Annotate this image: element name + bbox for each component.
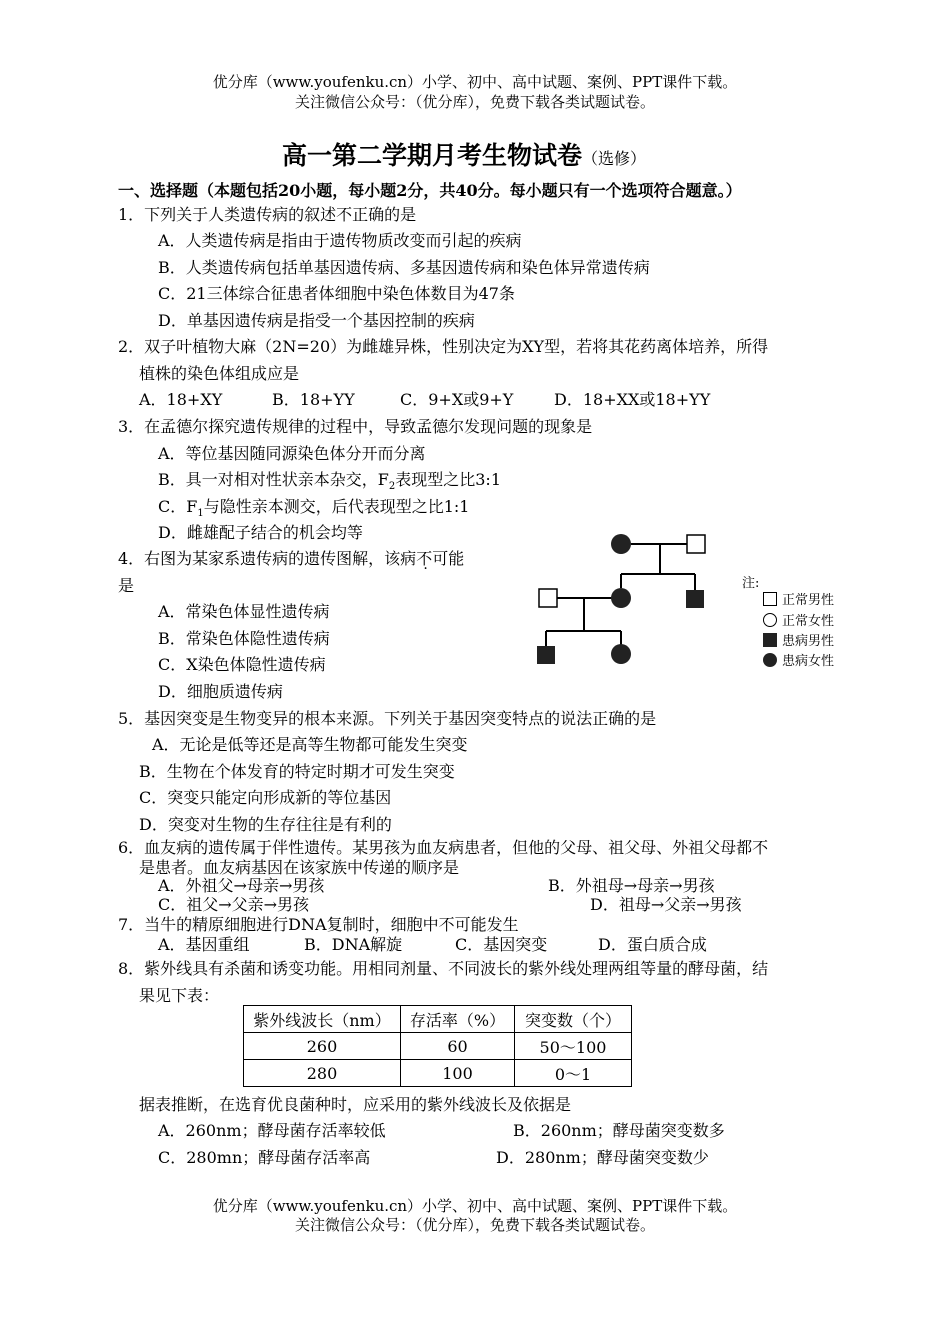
q4-stem-emphasis: 不 [416, 549, 433, 568]
q4-option-a: A．常染色体显性遗传病 [158, 602, 330, 621]
table-cell: 280 [244, 1060, 401, 1087]
header-line-1: 优分库（www.youfenku.cn）小学、初中、高中试题、案例、PPT课件下载。 [212, 73, 738, 91]
uv-data-table [243, 1005, 632, 1087]
q3-c-post: 与隐性亲本测交，后代表现型之比1:1 [203, 497, 470, 516]
table-header-row [244, 1006, 632, 1033]
table-header: 突变数（个） [515, 1006, 632, 1033]
q3-option-d: D．雌雄配子结合的机会均等 [158, 523, 363, 542]
q3-b-post: 表现型之比3:1 [395, 470, 502, 489]
q6-option-d: D．祖母→父亲→男孩 [590, 895, 742, 914]
q8-stem-2: 果见下表： [139, 986, 220, 1005]
normal-female-symbol-icon [763, 613, 777, 627]
q6-option-a: A．外祖父→母亲→男孩 [158, 876, 325, 895]
q6-stem-1: 6．血友病的遗传属于伴性遗传。某男孩为血友病患者，但他的父母、祖父母、外祖父母都不 [118, 838, 769, 857]
legend-affected-male [763, 630, 834, 649]
legend-normal-male [763, 589, 834, 608]
q5-stem: 5．基因突变是生物变异的根本来源。下列关于基因突变特点的说法正确的是 [118, 709, 657, 728]
q3-c-sub: 1 [197, 508, 204, 520]
q7-option-d: D．蛋白质合成 [598, 935, 707, 954]
pedigree-diagram [530, 530, 730, 670]
affected-male-symbol-icon [763, 633, 777, 647]
table-row [244, 1033, 632, 1060]
q5-option-b: B．生物在个体发育的特定时期才可发生突变 [139, 762, 455, 781]
legend-normal-female [763, 610, 834, 629]
q6-option-c: C．祖父→父亲→男孩 [158, 895, 310, 914]
table-cell: 50～100 [515, 1033, 632, 1060]
q2-option-c: C．9+X或9+Y [400, 390, 514, 409]
q8-option-c: C．280mn；酵母菌存活率高 [158, 1148, 371, 1167]
legend-affected-female [763, 650, 834, 669]
legend-normal-male-label: 正常男性 [782, 593, 835, 608]
footer-line-1: 优分库（www.youfenku.cn）小学、初中、高中试题、案例、PPT课件下载。 [212, 1197, 738, 1215]
gen3-affected-male [537, 646, 555, 664]
q6-stem-2: 是患者。血友病基因在该家族中传递的顺序是 [139, 858, 460, 877]
q3-option-b [158, 467, 501, 492]
q1-option-d: D．单基因遗传病是指受一个基因控制的疾病 [158, 311, 475, 330]
q4-option-d: D．细胞质遗传病 [158, 682, 283, 701]
q3-c-pre: C．F [158, 497, 198, 516]
table-row [244, 1060, 632, 1087]
q7-option-b: B．DNA解旋 [304, 935, 403, 954]
title-note: （选修） [582, 149, 647, 168]
q5-option-c: C．突变只能定向形成新的等位基因 [139, 788, 392, 807]
gen1-affected-female [611, 534, 631, 554]
q8-option-b: B．260nm；酵母菌突变数多 [513, 1121, 725, 1140]
table-cell: 260 [244, 1033, 401, 1060]
q3-stem: 3．在孟德尔探究遗传规律的过程中，导致孟德尔发现问题的现象是 [118, 417, 593, 436]
table-cell: 0～1 [515, 1060, 632, 1087]
section-desc: （本题包括20小题，每小题2分，共40分。每小题只有一个选项符合题意。） [198, 181, 742, 200]
q1-option-c: C．21三体综合征患者体细胞中染色体数目为47条 [158, 284, 515, 303]
gen2-affected-female [611, 588, 631, 608]
q2-option-b: B．18+YY [272, 390, 355, 409]
q2-option-a: A．18+XY [139, 390, 223, 409]
q2-option-d: D．18+XX或18+YY [554, 390, 711, 409]
q8-stem-1: 8．紫外线具有杀菌和诱变功能。用相同剂量、不同波长的紫外线处理两组等量的酵母菌，结 [118, 959, 769, 978]
q3-b-sub: 2 [388, 481, 396, 493]
q4-option-c: C．X染色体隐性遗传病 [158, 655, 326, 674]
page-title [282, 136, 646, 172]
q3-option-a: A．等位基因随同源染色体分开而分离 [158, 444, 426, 463]
q3-b-pre: B．具一对相对性状亲本杂交，F [158, 470, 389, 489]
gen2-normal-male [539, 589, 557, 607]
normal-male-symbol-icon [763, 592, 777, 606]
gen1-normal-male [687, 535, 705, 553]
q2-stem-2: 植株的染色体组成应是 [139, 364, 300, 383]
footer-line-2: 关注微信公众号：（优分库），免费下载各类试题试卷。 [294, 1216, 655, 1234]
q7-option-c: C．基因突变 [455, 935, 548, 954]
q4-stem-pre: 4．右图为某家系遗传病的遗传图解，该病 [118, 549, 417, 568]
q4-stem-2: 是 [118, 576, 135, 595]
q4-stem [118, 546, 464, 569]
section-heading [118, 178, 742, 201]
q5-option-a: A．无论是低等还是高等生物都可能发生突变 [152, 735, 468, 754]
legend-affected-male-label: 患病男性 [782, 634, 835, 649]
legend-affected-female-label: 患病女性 [782, 654, 835, 669]
legend-normal-female-label: 正常女性 [782, 614, 835, 629]
table-header: 存活率（%） [401, 1006, 515, 1033]
q7-option-a: A．基因重组 [158, 935, 250, 954]
gen3-affected-female [611, 644, 631, 664]
title-main: 高一第二学期月考生物试卷 [282, 141, 583, 170]
table-cell: 100 [401, 1060, 515, 1087]
q5-option-d: D．突变对生物的生存往往是有利的 [139, 815, 392, 834]
q6-option-b: B．外祖母→母亲→男孩 [548, 876, 715, 895]
header-line-2: 关注微信公众号：（优分库），免费下载各类试题试卷。 [294, 93, 655, 111]
q1-option-b: B．人类遗传病包括单基因遗传病、多基因遗传病和染色体异常遗传病 [158, 258, 650, 277]
q1-stem: 1．下列关于人类遗传病的叙述不正确的是 [118, 205, 417, 224]
q4-stem-emphasis-2: 可能 [432, 549, 465, 568]
q8-option-a: A．260nm；酵母菌存活率较低 [158, 1121, 386, 1140]
q8-option-d: D．280nm；酵母菌突变数少 [496, 1148, 709, 1167]
table-header: 紫外线波长（nm） [244, 1006, 401, 1033]
q7-stem: 7．当牛的精原细胞进行DNA复制时，细胞中不可能发生 [118, 915, 519, 934]
q4-option-b: B．常染色体隐性遗传病 [158, 629, 330, 648]
q2-stem-1: 2．双子叶植物大麻（2N=20）为雌雄异株，性别决定为XY型，若将其花药离体培养，所得 [118, 337, 769, 356]
q3-option-c [158, 494, 470, 519]
affected-female-symbol-icon [763, 653, 777, 667]
q8-stem-3: 据表推断，在选育优良菌种时，应采用的紫外线波长及依据是 [139, 1095, 572, 1114]
gen2-affected-male [686, 590, 704, 608]
section-label: 一、选择题 [118, 181, 199, 200]
table-cell: 60 [401, 1033, 515, 1060]
legend-title: 注: [742, 576, 760, 591]
q1-option-a: A．人类遗传病是指由于遗传物质改变而引起的疾病 [158, 231, 522, 250]
